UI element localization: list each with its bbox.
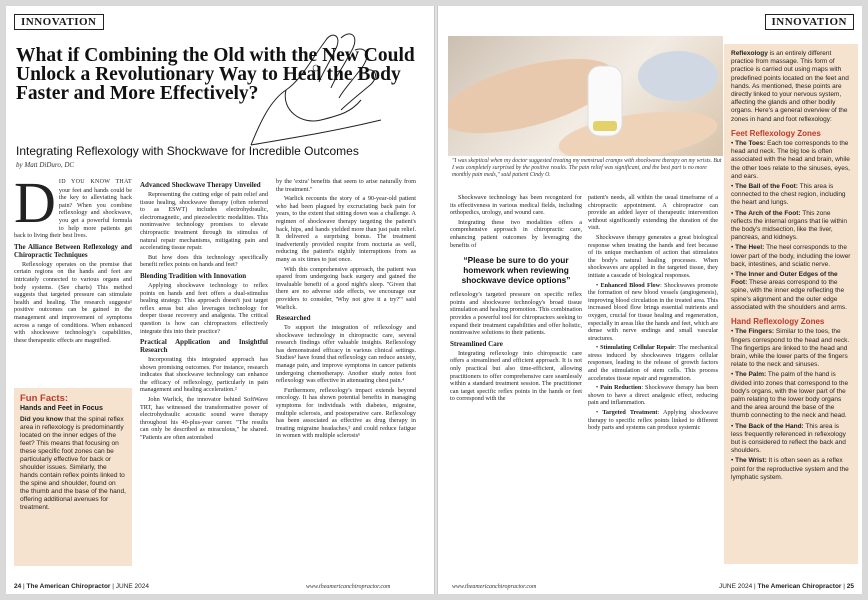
- sidebar-intro-text: is an entirely different practice from massage. This form of practice is carried out using maps with predefined points located on the feet and hands. As mentioned, these points are directly linked to your nervous system, affecting the glands and other bodily organs. Here's a general overview of the zones in hand and foot reflexology:: [731, 50, 849, 123]
- subheading: Researched: [276, 314, 311, 323]
- photo-caption: "I was skeptical when my doctor suggested treating my menstrual cramps with shockwave therapy on my wrists. But I was completely surprised by the positive results. The pain relief was significant, and the best part is no more monthly pain meds," said patient Cindy O.: [452, 158, 722, 178]
- footer-url: www.theamericanchiropractor.com: [306, 584, 391, 590]
- bullet-title: Enhanced Blood Flow: [600, 281, 661, 289]
- issue-date: JUNE 2024: [718, 583, 753, 590]
- article-headline: What if Combining the Old with the New Could Unlock a Revolutionary Way to Heal the Body Faster and More Effectively?: [16, 45, 415, 104]
- bullet-text: : Applying shockwave therapy to specific reflex points linked to different body parts and systems can produce systemic: [588, 409, 719, 432]
- paragraph: patient's needs, all within the usual timeframe of a chiropractic appointment. A chiropractor can provide an added layer of therapeutic intervention without significantly extending the duration of the visit.: [588, 194, 718, 232]
- paragraph: Incorporating this integrated approach has shown promising outcomes. For instance, research indicates that shockwave technology can enhance the efficacy of reflexology, particularly in pain management and healing acceleration.²: [140, 356, 268, 394]
- zone-item: • The Ball of the Foot: This area is connected to the chest region, including the heart and lungs.: [731, 183, 846, 207]
- fun-facts-title: Fun Facts:: [20, 393, 69, 404]
- paragraph: With this comprehensive approach, the patient was spared from undergoing back surgery and gained the invaluable benefit of a good night's sleep. "Given that there are no adverse side effects, we encourage our providers to consider, 'Why not give it a try?'" said Warlick.: [276, 265, 416, 311]
- pull-quote: “Please be sure to do your homework when reviewing shockwave device options”: [461, 255, 571, 286]
- right-column-2: [588, 194, 718, 434]
- paragraph: Integrating reflexology into chiropractic care offers a streamlined and efficient approach. It is not only practical but also time-efficient, allowing practitioners to offer comprehensive care seamlessly within a standard treatment session. The practitioner can target specific reflex points in the hands or feet to correspond with the: [450, 349, 582, 403]
- zone-text: This area is less frequently referenced in reflexology but is considered to reflect the back and shoulders.: [731, 422, 846, 455]
- paragraph: Applying shockwave technology to reflex points on hands and feet offers a dual-stimulus healing strategy. This approach doesn't just target reflex areas but also leverages technology for deeper tissue recovery and analgesia. The critical question is how can chiropractors effectively integrate this into their practice?: [140, 281, 268, 335]
- zone-name: The Inner and Outer Edges of the Foot:: [731, 271, 838, 287]
- article-subhead: Integrating Reflexology with Shockwave for Incredible Outcomes: [16, 144, 359, 158]
- zone-item: • The Arch of the Foot: This zone reflects the internal organs that lie within the body's midsection, like the liver, pancreas, and kidneys.: [731, 209, 847, 242]
- paragraph: Representing the cutting edge of pain relief and tissue healing, shockwave therapy (often referred to as ESWT) includes electrohydraulic, electromagnetic, and piezoelectric modalities. This noninvasive technology promises to elevate chiropractic treatment through its stimulus of natural repair mechanisms, mitigating pain and accelerating tissue repair.: [140, 191, 268, 252]
- sidebar-intro-bold: Reflexology: [731, 50, 768, 57]
- right-footer: JUNE 2024 | The American Chiropractor | 25: [718, 583, 854, 590]
- magazine-name: The American Chiropractor: [26, 583, 111, 590]
- zone-item: • The Wrist: It is often seen as a reflex point for the reproductive system and the lymphatic system.: [731, 457, 849, 481]
- bullet-text: : Shockwaves promote the formation of new blood vessels (angiogenesis), improving blood circulation in the treated area. This increased blood flow brings essential nutrients and oxygen, crucial for tissue healing and regeneration, especially in areas like the hands and feet, which are dense with nerve endings and small vascular structures.: [588, 281, 719, 342]
- hand-zones-list: [731, 328, 851, 482]
- zone-text: This zone reflects the internal organs that lie within the body's midsection, like the liver, pancreas, and kidneys.: [731, 209, 847, 242]
- left-column-3: [276, 178, 416, 442]
- hand-zones-title: Hand Reflexology Zones: [731, 317, 825, 327]
- zone-text: It is often seen as a reflex point for the reproductive system and the lymphatic system.: [731, 457, 849, 481]
- zone-name: The Wrist:: [735, 457, 767, 465]
- section-tag: INNOVATION: [765, 14, 855, 30]
- left-column-1: [14, 170, 132, 346]
- bullet-item: • Enhanced Blood Flow: Shockwaves promote the formation of new blood vessels (angiogenesis), improving blood circulation in the treated area. This increased blood flow brings essential nutrients and oxygen, crucial for tissue healing and regeneration, especially in areas like the hands and feet, which are dense with nerve endings and small vascular structures.: [588, 281, 719, 342]
- footer-url: www.theamericanchiropractor.com: [452, 584, 537, 590]
- sidebar-intro: [731, 50, 851, 124]
- page-number: 24: [14, 583, 22, 590]
- paragraph: Shockwave technology has been recognized for its effectiveness in various medical fields, including orthopedics, urology, and wound care.: [450, 194, 582, 217]
- zone-name: The Back of the Hand:: [735, 422, 804, 430]
- paragraph: Warlick recounts the story of a 90-year-old patient who had been plagued by excruciating back pain for years, to the extent that sitting down was a challenge. A regimen of shockwave therapy targeting the patient's back, hips, and hands yielded more than just pain relief. It delivered a surprising bonus. The treatment inadvertently provided respite from nocturia as well, reducing the patient's nightly interruptions from as many as six times to just once.: [276, 195, 416, 263]
- fun-facts-body: [20, 416, 126, 512]
- reflexology-sidebar: [724, 44, 858, 564]
- fun-facts-box: [14, 388, 132, 566]
- fun-facts-text: that the spinal reflex area in reflexology is predominantly located on the inner edges of the feet? This means that focusing on these specific foot zones can be particularly effective for back or shoulder issues. Similarly, the hands contain reflex points linked to the spine and shoulder, found on the thumb and the base of the hand, offering additional avenues for treatment.: [20, 416, 126, 511]
- paragraph: Integrating these two modalities offers a comprehensive approach in chiropractic care, enhancing patient outcomes by leveraging the benefits of: [450, 218, 582, 249]
- paragraph: reflexology's targeted pressure on specific reflex points and shockwave technology's broad tissue stimulation and healing promotion. This combination provides a powerful tool for chiropractors seeking to expand their treatment capabilities and offer holistic, noninvasive solutions to their patients.: [450, 291, 582, 337]
- paragraph: Reflexology operates on the premise that certain regions on the hands and feet are intricately connected to various organs and body systems. (See charts) This method suggests that targeted pressure can stimulate health and healing. The research suggests¹ positive outcomes can be gained in the management and improvement of symptoms across a range of conditions. When enhanced with shockwave technology's capabilities, these therapeutic effects are magnified.: [14, 260, 132, 344]
- bullet-title: Stimulating Cellular Repair: [600, 344, 675, 352]
- subheading: Streamlined Care: [450, 339, 503, 348]
- bullet-title: Targeted Treatment: [602, 409, 658, 417]
- bullet-item: • Targeted Treatment: Applying shockwave therapy to specific reflex points linked to different body parts and systems can produce systemic: [588, 409, 719, 432]
- magazine-name: The American Chiropractor: [757, 583, 842, 590]
- byline: by Matt DiDuro, DC: [16, 161, 75, 169]
- zone-text: The palm of the hand is divided into zones that correspond to the body's organs, with the lower part of the palm relating to the lower body organs and the area around the base of the thumb connecting to the neck and head.: [731, 371, 849, 420]
- zone-name: The Palm:: [735, 371, 767, 379]
- subheading: Advanced Shockwave Therapy Unveiled: [140, 181, 261, 189]
- zone-item: • The Back of the Hand: This area is less frequently referenced in reflexology but is considered to reflect the back and shoulders.: [731, 422, 846, 455]
- zone-name: The Heel:: [735, 244, 765, 252]
- zone-name: The Toes:: [735, 140, 766, 148]
- left-column-2: [140, 178, 268, 444]
- subheading: Blending Tradition with Innovation: [140, 271, 247, 280]
- fun-facts-lead: Did you know: [20, 416, 63, 423]
- zone-text: These areas correspond to the spine, with the inner edge reflecting the spine's alignment and the outer edge associated with the shoulders and arms.: [731, 279, 847, 311]
- subheading: The Alliance Between Reflexology and Chiropractic Techniques: [14, 242, 132, 259]
- paragraph: Furthermore, reflexology's impact extends beyond oncology. It has shown potential benefits in managing symptoms for individuals with diabetes, migraine, multiple sclerosis, and postoperative care. Reflexology has been associated as effective as drug therapy in treating migraine headaches,⁵ and could reduce fatigue in women with multiple sclerosis⁶: [276, 386, 416, 440]
- treatment-photo-art: [448, 36, 723, 156]
- section-tag: INNOVATION: [14, 14, 104, 30]
- paragraph: Shockwave therapy generates a great biological response when treating the hands and feet because of its unique mechanism of action that stimulates the body's natural healing processes. When shockwaves are applied in the targeted tissue, they initiate a cascade of biological responses.: [588, 233, 718, 279]
- issue-date: JUNE 2024: [115, 583, 150, 590]
- zone-text: This area is connected to the chest region, including the heart and lungs.: [731, 183, 846, 207]
- bullet-text: : The mechanical stress induced by shockwaves triggers cellular responses, leading to the release of growth factors and the stimulation of stem cells. This process accelerates tissue repair and regeneration.: [588, 344, 719, 382]
- paragraph: But how does this technology specifically benefit reflex points on hands and feet?: [140, 253, 268, 269]
- treatment-photo: [448, 36, 723, 156]
- page-number: 25: [846, 583, 854, 590]
- feet-zones-title: Feet Reflexology Zones: [731, 128, 821, 138]
- paragraph: by the 'extra' benefits that seem to arise naturally from the treatment.": [276, 178, 416, 193]
- fun-facts-subtitle: Hands and Feet in Focus: [20, 405, 103, 412]
- paragraph: To support the integration of reflexology and shockwave technology in chiropractic care, several research findings offer valuable insights. Reflexology has demonstrated efficacy in various clinical settings. Studies³ have found that reflexology can reduce anxiety, manage pain, and improve symptoms in cancer patients undergoing chemotherapy. Another study notes foot reflexology was effective in attenuating chest pain.⁴: [276, 324, 416, 385]
- lead-text: your feet and hands could be the key to alleviating back pain? When you combine reflexology and shockwave, you get a powerful formula to help more patients get back to living their best lives.: [14, 186, 132, 240]
- zone-text: The heel corresponds to the lower part of the body, including the lower back, intestines, and sciatic nerve.: [731, 244, 851, 268]
- zone-name: The Arch of the Foot:: [735, 209, 801, 217]
- zone-name: The Fingers:: [735, 328, 775, 336]
- left-page: [6, 6, 434, 594]
- bullet-title: Pain Reduction: [600, 384, 642, 392]
- zone-item: • The Heel: The heel corresponds to the lower part of the body, including the lower back, intestines, and sciatic nerve.: [731, 244, 851, 268]
- bullet-text: : Shockwave therapy has been shown to have a direct analgesic effect, reducing pain and inflammation.: [588, 384, 718, 407]
- zone-item: • The Inner and Outer Edges of the Foot: These areas correspond to the spine, with the inner edge reflecting the spine's alignment and the outer edge associated with the shoulders and arms.: [731, 271, 847, 311]
- zone-name: The Ball of the Foot:: [735, 183, 798, 191]
- zone-text: Similar to the toes, the fingers correspond to the head and neck. The fingertips are linked to the head and brain, while the lower parts of the fingers relate to the neck and sinuses.: [731, 328, 850, 369]
- paragraph: John Warlick, the innovator behind SoftWave TRT, has witnessed the transformative power of electrohydraulic acoustic sound wave therapy throughout his 40-plus-year career. "The results can only be described as miraculous," he shared. "Patients are often astonished: [140, 396, 268, 442]
- zone-item: • The Toes: Each toe corresponds to the head and neck. The big toe is often associated with the head and brain, while the other toes relate to the sinuses, eyes, and ears.: [731, 140, 850, 180]
- subheading: Practical Application and Insightful Research: [140, 338, 268, 355]
- lead-caps: ID YOU KNOW THAT: [58, 179, 132, 185]
- bullet-item: • Stimulating Cellular Repair: The mechanical stress induced by shockwaves triggers cellular responses, leading to the release of growth factors and the stimulation of stem cells. This process accelerates tissue repair and regeneration.: [588, 344, 719, 382]
- left-footer: 24 | The American Chiropractor | JUNE 2024: [14, 583, 150, 590]
- zone-item: • The Palm: The palm of the hand is divided into zones that correspond to the body's organs, with the lower part of the palm relating to the lower body organs and the area around the base of the thumb connecting to the neck and head.: [731, 371, 849, 420]
- zone-text: Each toe corresponds to the head and neck. The big toe is often associated with the head and brain, while the other toes relate to the sinuses, eyes, and ears.: [731, 140, 850, 180]
- bullet-item: • Pain Reduction: Shockwave therapy has been shown to have a direct analgesic effect, reducing pain and inflammation.: [588, 384, 718, 407]
- right-column-1: [450, 194, 582, 405]
- zone-item: • The Fingers: Similar to the toes, the fingers correspond to the head and neck. The fingertips are linked to the head and brain, while the lower parts of the fingers relate to the neck and sinuses.: [731, 328, 850, 369]
- right-page: [438, 6, 862, 594]
- lead-paragraph: [14, 170, 132, 240]
- feet-zones-list: [731, 140, 851, 312]
- dropcap: D: [14, 170, 56, 235]
